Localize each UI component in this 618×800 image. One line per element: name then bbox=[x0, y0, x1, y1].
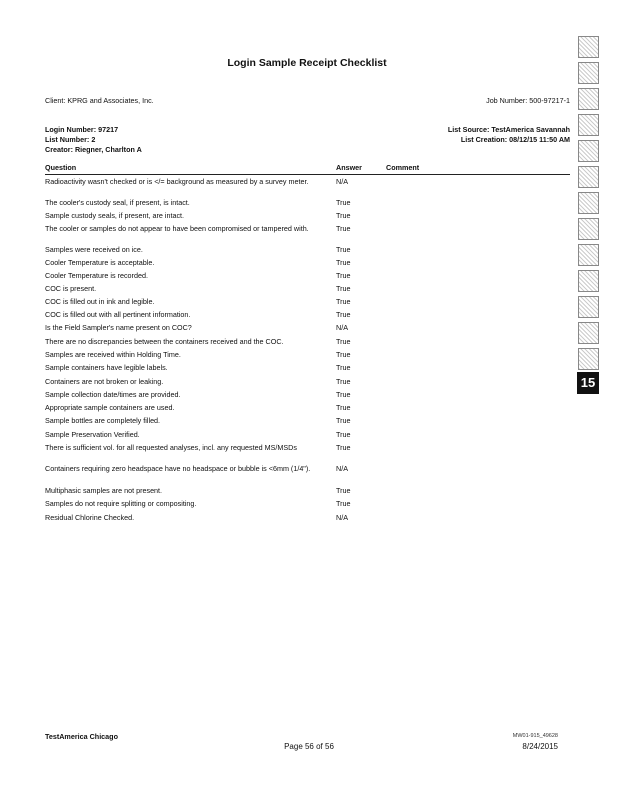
question-cell: Residual Chlorine Checked. bbox=[45, 513, 135, 522]
answer-cell: True bbox=[336, 337, 351, 346]
answer-cell: True bbox=[336, 486, 351, 495]
question-cell: COC is filled out in ink and legible. bbox=[45, 297, 155, 306]
client-label: Client: KPRG and Associates, Inc. bbox=[45, 96, 154, 105]
section-tab[interactable] bbox=[578, 36, 599, 58]
section-tab[interactable] bbox=[578, 88, 599, 110]
section-tab[interactable] bbox=[578, 218, 599, 240]
question-cell: Cooler Temperature is recorded. bbox=[45, 271, 148, 280]
question-cell: Containers requiring zero headspace have no headspace or bubble is <6mm (1/4"). bbox=[45, 464, 311, 473]
list-number: List Number: 2 bbox=[45, 135, 96, 144]
answer-cell: True bbox=[336, 284, 351, 293]
answer-cell: True bbox=[336, 350, 351, 359]
footer-date: 8/24/2015 bbox=[522, 742, 558, 751]
section-tab[interactable] bbox=[578, 244, 599, 266]
answer-cell: True bbox=[336, 363, 351, 372]
answer-cell: True bbox=[336, 258, 351, 267]
answer-cell: True bbox=[336, 245, 351, 254]
section-tab[interactable] bbox=[578, 348, 599, 370]
section-tab[interactable] bbox=[578, 114, 599, 136]
list-creation: List Creation: 08/12/15 11:50 AM bbox=[460, 135, 570, 144]
question-cell: Sample containers have legible labels. bbox=[45, 363, 168, 372]
answer-cell: True bbox=[336, 377, 351, 386]
answer-cell: True bbox=[336, 310, 351, 319]
answer-cell: True bbox=[336, 443, 351, 452]
login-number: Login Number: 97217 bbox=[45, 125, 119, 134]
section-tab[interactable] bbox=[578, 296, 599, 318]
question-cell: The cooler or samples do not appear to have been compromised or tampered with. bbox=[45, 224, 309, 233]
question-cell: Radioactivity wasn't checked or is </= background as measured by a survey meter. bbox=[45, 177, 309, 186]
job-number: Job Number: 500-97217-1 bbox=[486, 96, 570, 105]
section-tab[interactable] bbox=[578, 270, 599, 292]
section-tab[interactable] bbox=[578, 140, 599, 162]
question-cell: Multiphasic samples are not present. bbox=[45, 486, 163, 495]
section-tab[interactable] bbox=[578, 166, 599, 188]
column-header-comment: Comment bbox=[386, 163, 420, 172]
question-cell: Samples do not require splitting or compositing. bbox=[45, 499, 197, 508]
question-cell: Is the Field Sampler's name present on COC? bbox=[45, 323, 192, 332]
answer-cell: True bbox=[336, 198, 351, 207]
section-tab-strip bbox=[578, 36, 599, 374]
column-header-answer: Answer bbox=[336, 163, 362, 172]
question-cell: Sample bottles are completely filled. bbox=[45, 416, 161, 425]
answer-cell: True bbox=[336, 416, 351, 425]
answer-cell: N/A bbox=[336, 323, 348, 332]
question-cell: There are no discrepancies between the containers received and the COC. bbox=[45, 337, 284, 346]
question-cell: Samples are received within Holding Time. bbox=[45, 350, 181, 359]
question-cell: Containers are not broken or leaking. bbox=[45, 377, 164, 386]
column-header-question: Question bbox=[45, 163, 77, 172]
document-id: MW01-915_49628 bbox=[512, 733, 558, 739]
answer-cell: True bbox=[336, 430, 351, 439]
question-cell: Samples were received on ice. bbox=[45, 245, 143, 254]
answer-cell: True bbox=[336, 224, 351, 233]
answer-cell: True bbox=[336, 211, 351, 220]
answer-cell: N/A bbox=[336, 177, 348, 186]
question-cell: Sample custody seals, if present, are intact. bbox=[45, 211, 185, 220]
creator: Creator: Riegner, Charlton A bbox=[45, 145, 142, 154]
question-cell: Cooler Temperature is acceptable. bbox=[45, 258, 155, 267]
answer-cell: N/A bbox=[336, 513, 348, 522]
question-cell: There is sufficient vol. for all requested analyses, incl. any requested MS/MSDs bbox=[45, 443, 297, 452]
question-cell: Appropriate sample containers are used. bbox=[45, 403, 175, 412]
answer-cell: True bbox=[336, 403, 351, 412]
section-tab[interactable] bbox=[578, 62, 599, 84]
section-tab[interactable] bbox=[578, 322, 599, 344]
question-cell: The cooler's custody seal, if present, is intact. bbox=[45, 198, 190, 207]
answer-cell: True bbox=[336, 297, 351, 306]
question-cell: Sample collection date/times are provided. bbox=[45, 390, 181, 399]
section-tab[interactable] bbox=[578, 192, 599, 214]
question-cell: COC is present. bbox=[45, 284, 97, 293]
page-title: Login Sample Receipt Checklist bbox=[227, 57, 387, 69]
answer-cell: True bbox=[336, 499, 351, 508]
question-cell: COC is filled out with all pertinent information. bbox=[45, 310, 191, 319]
answer-cell: True bbox=[336, 271, 351, 280]
answer-cell: True bbox=[336, 390, 351, 399]
header-rule bbox=[45, 174, 570, 175]
question-cell: Sample Preservation Verified. bbox=[45, 430, 140, 439]
answer-cell: N/A bbox=[336, 464, 348, 473]
list-source: List Source: TestAmerica Savannah bbox=[447, 125, 570, 134]
active-section-tab[interactable]: 15 bbox=[577, 372, 599, 394]
page-number: Page 56 of 56 bbox=[284, 742, 334, 751]
footer-lab-name: TestAmerica Chicago bbox=[45, 732, 118, 741]
